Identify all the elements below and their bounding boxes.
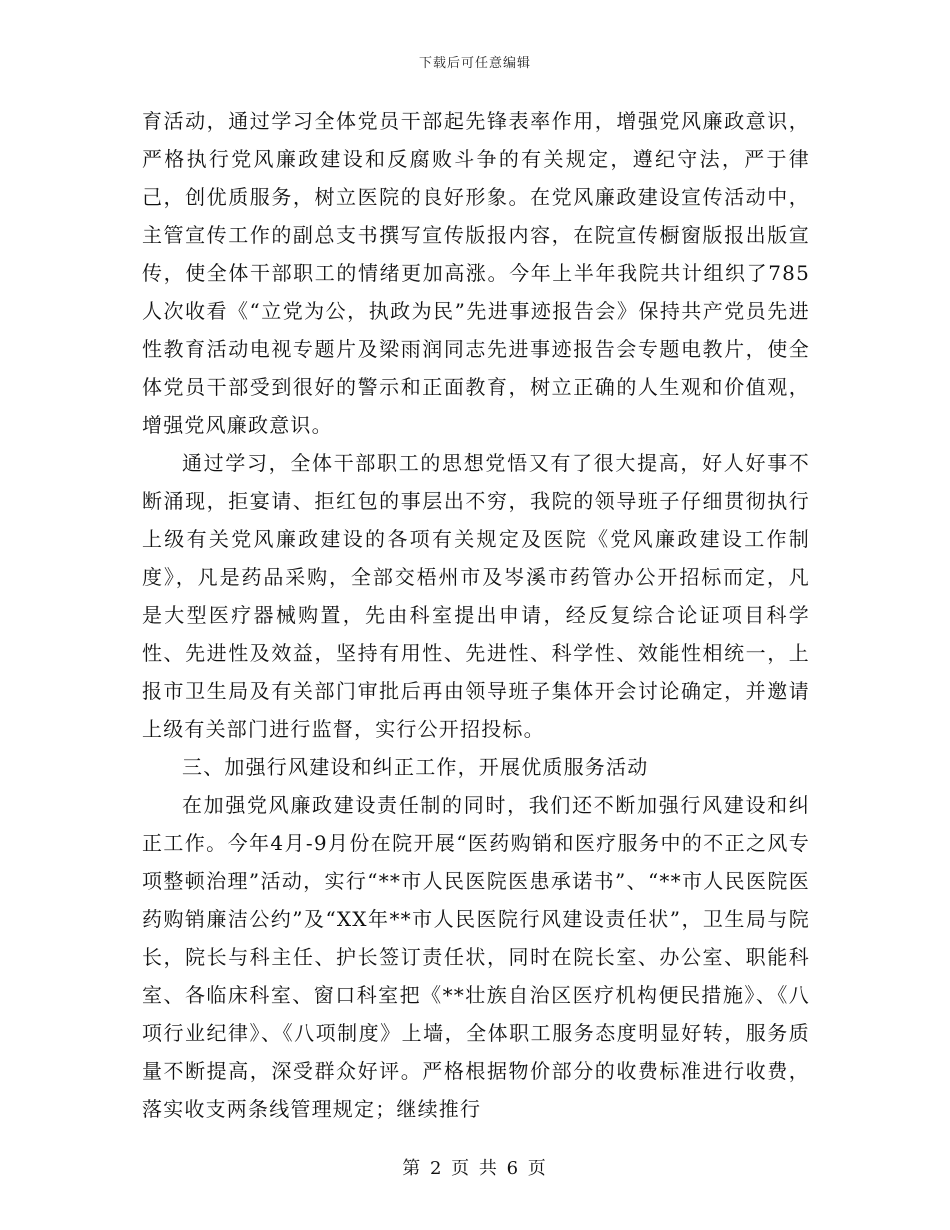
page-number: 第 2 页 共 6 页 bbox=[402, 1158, 548, 1179]
paragraph-3: 在加强党风廉政建设责任制的同时，我们还不断加强行风建设和纠正工作。今年4月-9月份在院开展“医药购销和医疗服务中的不正之风专项整顿治理”活动，实行“**市人民医院医患承诺书”、“**市人民医院医药购销廉洁公约”及“XX年**市人民医院行风建设责任状”，卫生局与院长，院长与科主任、护长签订责任状，同时在院长室、办公室、职能科室、各临床科室、窗口科室把《**壮族自治区医疗机构便民措施》、《八项行业纪律》、《八项制度》上墙，全体职工服务态度明显好转，服务质量不断提高，深受群众好评。严格根据物价部分的收费标准进行收费，落实收支两条线管理规定；继续推行 bbox=[142, 793, 810, 1121]
paragraph-1: 育活动，通过学习全体党员干部起先锋表率作用，增强党风廉政意识，严格执行党风廉政建设和反腐败斗争的有关规定，遵纪守法，严于律己，创优质服务，树立医院的良好形象。在党风廉政建设宣传活动中，主管宣传工作的副总支书撰写宣传版报内容，在院宣传橱窗版报出版宣传，使全体干部职工的情绪更加高涨。今年上半年我院共计组织了785人次收看《“立党为公，执政为民”先进事迹报告会》保持共产党员先进性教育活动电视专题片及梁雨润同志先进事迹报告会专题电教片，使全体党员干部受到很好的警示和正面教育，树立正确的人生观和价值观，增强党风廉政意识。 bbox=[142, 109, 810, 437]
page-header: 下载后可任意编辑 bbox=[418, 56, 531, 71]
document-body bbox=[142, 102, 810, 1128]
section-heading: 三、加强行风建设和纠正工作，开展优质服务活动 bbox=[182, 755, 649, 779]
paragraph-2: 通过学习，全体干部职工的思想党悟又有了很大提高，好人好事不断涌现，拒宴请、拒红包的事层出不穷，我院的领导班子仔细贯彻执行上级有关党风廉政建设的各项有关规定及医院《党风廉政建设工作制度》，凡是药品采购，全部交梧州市及岑溪市药管办公开招标而定，凡是大型医疗器械购置，先由科室提出申请，经反复综合论证项目科学性、先进性及效益，坚持有用性、先进性、科学性、效能性相统一，上报市卫生局及有关部门审批后再由领导班子集体开会讨论确定，并邀请上级有关部门进行监督，实行公开招投标。 bbox=[142, 451, 810, 741]
